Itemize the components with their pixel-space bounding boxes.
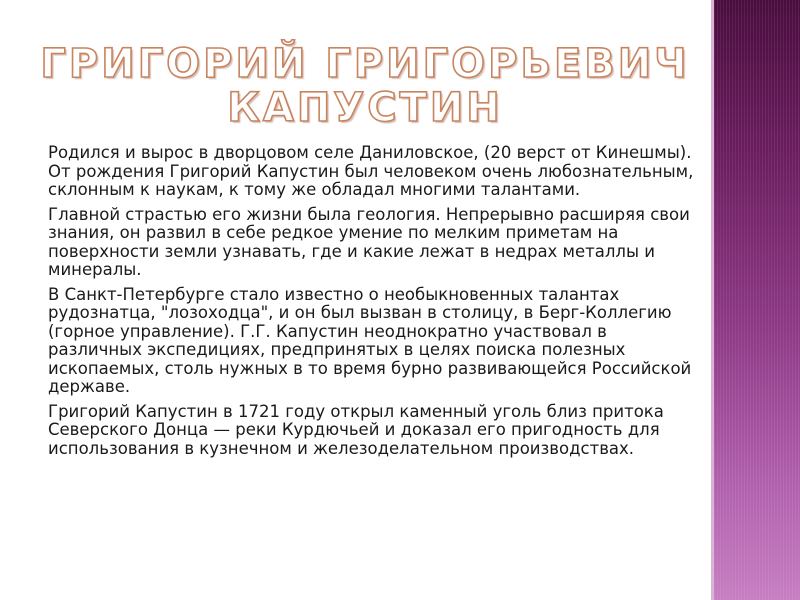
title-line-1: ГРИГОРИЙ ГРИГОРЬЕВИЧ	[40, 41, 690, 87]
slide-body	[48, 144, 703, 464]
slide-title	[40, 42, 690, 130]
paragraph-coal: Григорий Капустин в 1721 году открыл каменный уголь близ притока Северского Донца — реки Курдючьей и доказал его пригодность для использования в кузнечном и железоделательном производствах.	[48, 401, 664, 458]
paragraph-petersburg: В Санкт-Петербурге стало известно о необыкновенных талантах рудознатца, "лозоходца", и он был вызван в столицу, в Берг-Коллегию (горное управление). Г.Г. Капустин неоднократно участвовал в различных экспедициях, предпринятых в целях поиска полезных ископаемых, столь нужных в то время бурно развивающейся Российской державе.	[48, 284, 692, 396]
paragraph-birth: Родился и вырос в дворцовом селе Даниловское, (20 верст от Кинешмы). От рождения Григорий Капустин был человеком очень любознательным, склонным к наукам, к тому же обладал многими талантами.	[48, 143, 694, 199]
paragraph-geology: Главной страстью его жизни была геология. Непрерывно расширяя свои знания, он развил в себе редкое умение по мелким приметам на поверхности земли узнавать, где и какие лежат в недрах металлы и минералы.	[48, 204, 690, 279]
decorative-side-band	[714, 0, 800, 600]
title-line-2: КАПУСТИН	[227, 85, 503, 131]
